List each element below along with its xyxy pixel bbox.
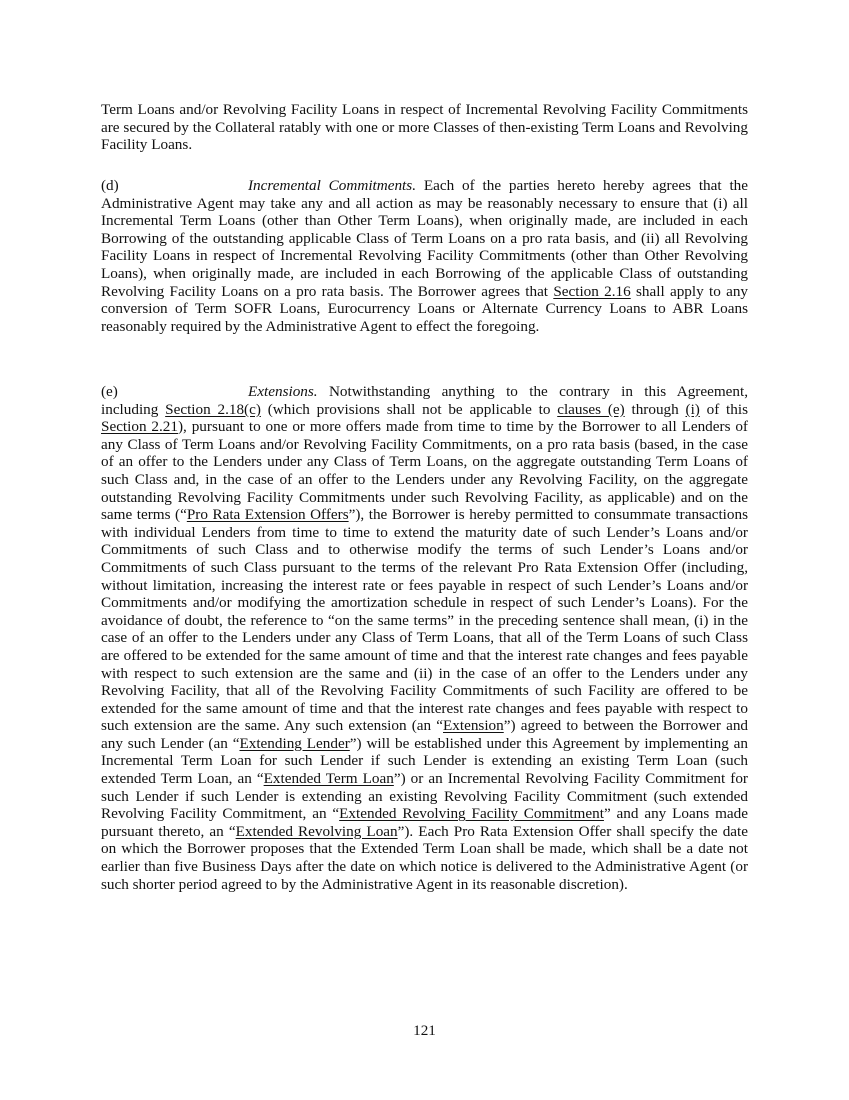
clause-reference: (i): [685, 400, 700, 418]
clause-label-e: (e): [101, 383, 118, 400]
paragraph-text: Term Loans and/or Revolving Facility Loans in respect of Incremental Revolving Facility Commitments are secured by the Collateral ratably with one or more Classes of then-existing Term Loans and Revolving Facility Loans.: [101, 101, 748, 154]
paragraph-indent: [101, 177, 248, 195]
clause-heading-incremental-commitments: Incremental Commitments.: [248, 177, 416, 194]
clause-text: ”) will be established under this Agreement by implementing an Incremental Term Loan for such Lender if such Lender is extending an existing Term Loan (such extended Term Loan, an “: [101, 734, 749, 788]
defined-term: Extended Revolving Loan: [235, 822, 398, 840]
clause-text: through: [624, 400, 686, 418]
clause-text: Notwithstanding anything to the contrary in this Agreement, including: [101, 383, 748, 418]
clause-text: ”), the Borrower is hereby permitted to consummate transactions with individual Lenders from time to time to extend the maturity date of such Lender’s Loans and/or Commitments of such Class and to otherwise modify the terms of such Lender’s Loans and/or Commitments of such Class pursuant to the terms of the relevant Pro Rata Extension Offer (including, without limitation, increasing the interest rate or fees payable in respect of such Lender’s Loans and/or Commitments and/or modifying the amortization schedule in respect of such Lender’s Loans). For the avoidance of doubt, the reference to “on the same terms” in the preceding sentence shall mean, (i) in the case of an offer to the Lenders under any Class of Term Loans, that all of the Term Loans of such Class are offered to be extended for the same amount of time and that the interest rate changes and fees payable with respect to such extension are the same and (ii) in the case of an offer to the Lenders under any Revolving Facility, that all of the Revolving Facility Commitments of such Facility are offered to be extended for the same amount of time and that the interest rate changes and fees payable with respect to such extension are the same. Any such extension (an “: [101, 506, 748, 735]
clause-reference: clauses (e): [557, 400, 625, 418]
clause-heading-extensions: Extensions.: [248, 383, 318, 400]
clause-text: ), pursuant to one or more offers made from time to time by the Borrower to all Lenders of any Class of Term Loans and/or Revolving Facility Commitments, on a pro rata basis (based, in the case of an offer to the Lenders under any Class of Term Loans, on the aggregate outstanding Term Loans of such Class and, in the case of an offer to the Lenders under any Revolving Facility, on the aggregate outstanding Revolving Facility Commitments under such Revolving Facility, as applicable) and on the same terms (“: [101, 418, 748, 524]
paragraph-continuation: [101, 101, 748, 154]
clause-text: ”). Each Pro Rata Extension Offer shall specify the date on which the Borrower proposes that the Extended Term Loan shall be made, which shall be a date not earlier than five Business Days after the date on which notice is delivered to the Administrative Agent (or such shorter period agreed to by the Administrative Agent in its reasonable discretion).: [101, 822, 749, 893]
page-number: 121: [413, 1022, 436, 1039]
clause-text: ” and any Loans made pursuant thereto, an “: [101, 805, 748, 840]
section-reference: Section 2.16: [553, 282, 631, 300]
defined-term: Extended Revolving Facility Commitment: [339, 805, 604, 823]
clause-text: ”) agreed to between the Borrower and any such Lender (an “: [101, 717, 749, 752]
defined-term: Extension: [443, 717, 504, 735]
clause-text: shall apply to any conversion of Term SOFR Loans, Eurocurrency Loans or Alternate Currency Loans to ABR Loans reasonably required by the Administrative Agent to effect the foregoing.: [101, 282, 749, 335]
paragraph-incremental-commitments: [101, 177, 748, 335]
section-reference: Section 2.18(c): [165, 400, 261, 418]
defined-term: Pro Rata Extension Offers: [186, 506, 349, 524]
paragraph-extensions: [101, 383, 748, 893]
paragraph-indent: [101, 383, 248, 401]
clause-text: ”) or an Incremental Revolving Facility Commitment for such Lender if such Lender is extending an existing Revolving Facility Commitment (such extended Revolving Facility Commitment, an “: [101, 770, 748, 823]
clause-text: of this: [699, 400, 748, 418]
defined-term: Extending Lender: [239, 734, 350, 752]
clause-label-d: (d): [101, 177, 119, 194]
defined-term: Extended Term Loan: [263, 770, 394, 788]
section-reference: Section 2.21: [101, 418, 178, 436]
clause-text: Each of the parties hereto hereby agrees that the Administrative Agent may take any and all action as may be reasonably necessary to ensure that (i) all Incremental Term Loans (other than Other Term Loans), when originally made, are included in each Borrowing of the outstanding applicable Class of Term Loans on a pro rata basis, and (ii) all Revolving Facility Loans in respect of Incremental Revolving Facility Commitments (other than Other Revolving Loans), when originally made, are included in each Borrowing of the applicable Class of outstanding Revolving Facility Loans on a pro rata basis. The Borrower agrees that: [101, 177, 749, 300]
clause-text: (which provisions shall not be applicable to: [260, 400, 558, 418]
